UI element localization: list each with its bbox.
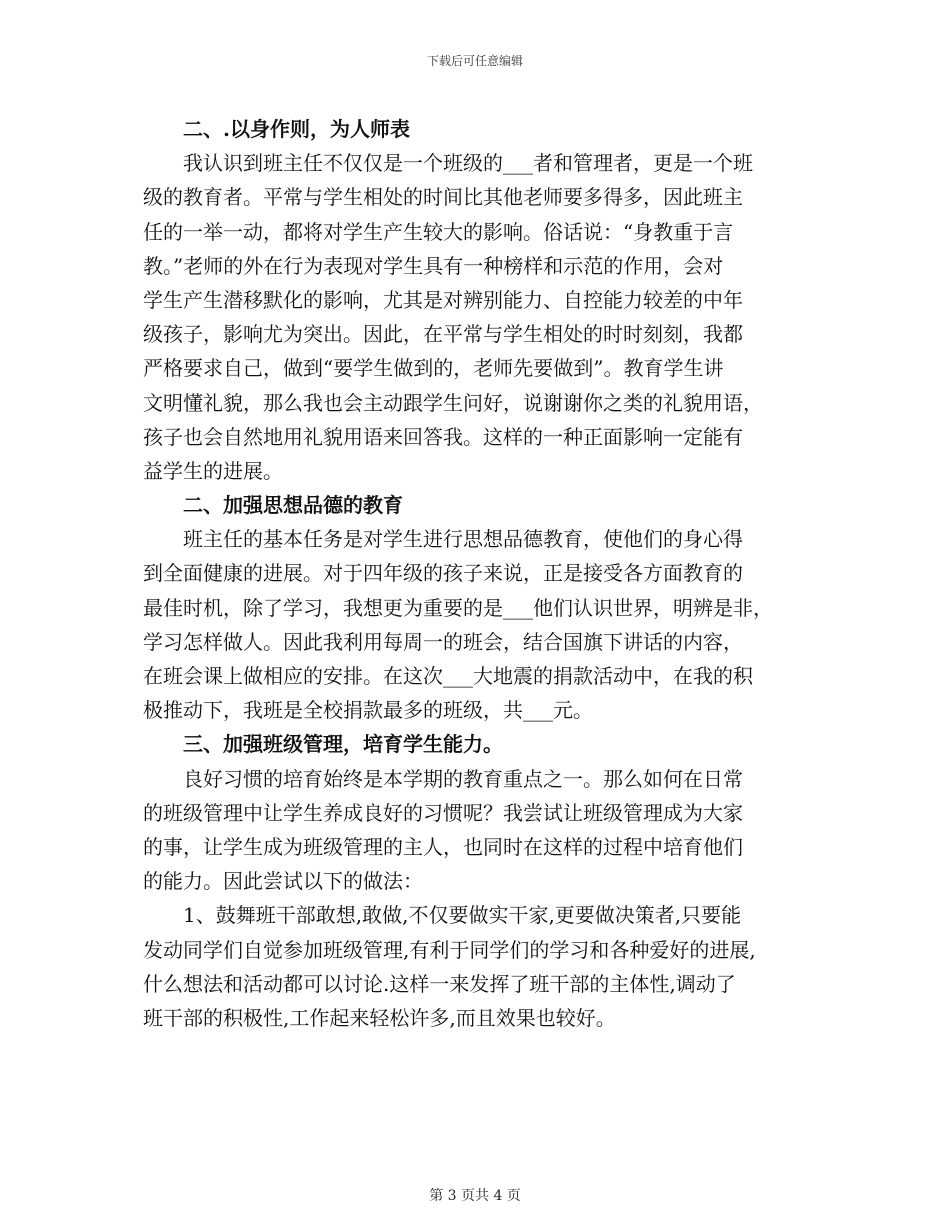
section-heading-2: 二、加强思想品德的教育: [183, 493, 403, 518]
section-heading-1: 二、.以身作则，为人师表: [183, 117, 410, 141]
paragraph-line: 孩子也会自然地用礼貌用语来回答我。这样的一种正面影响一定能有: [143, 424, 743, 449]
paragraph-line: 级的教育者。平常与学生相处的时间比其他老师要多得多，因此班主: [143, 185, 743, 210]
paragraph-line: 严格要求自己，做到“要学生做到的，老师先要做到”。教育学生讲: [143, 356, 724, 381]
paragraph-line: 益学生的进展。: [143, 458, 283, 483]
section-heading-3: 三、加强班级管理，培育学生能力。: [183, 732, 503, 757]
document-body: [143, 112, 813, 1035]
list-item-line: 什么想法和活动都可以讨论.这样一来发挥了班干部的主体性,调动了: [143, 971, 736, 996]
paragraph-line: 任的一举一动，都将对学生产生较大的影响。俗话说：“身教重于言: [143, 219, 734, 244]
paragraph-line: 级孩子，影响尤为突出。因此，在平常与学生相处的时时刻刻，我都: [143, 322, 743, 347]
paragraph-line: 学习怎样做人。因此我利用每周一的班会，结合国旗下讲话的内容，: [143, 629, 743, 654]
paragraph-line: 教。”老师的外在行为表现对学生具有一种榜样和示范的作用，会对: [143, 253, 724, 278]
page-footer: 第 3 页共 4 页: [429, 1188, 521, 1204]
paragraph-line: 学生产生潜移默化的影响，尤其是对辨别能力、自控能力较差的中年: [143, 287, 743, 312]
paragraph-line: 良好习惯的培育始终是本学期的教育重点之一。那么如何在日常: [183, 766, 743, 791]
paragraph-line: 的班级管理中让学生养成良好的习惯呢？我尝试让班级管理成为大家: [143, 800, 743, 825]
paragraph-line: 班主任的基本任务是对学生进行思想品德教育，使他们的身心得: [183, 527, 743, 552]
paragraph-line: 在班会课上做相应的安排。在这次___大地震的捐款活动中，在我的积: [143, 664, 753, 688]
paragraph-line: 到全面健康的进展。对于四年级的孩子来说，正是接受各方面教育的: [143, 561, 743, 586]
paragraph-line: 最佳时机，除了学习，我想更为重要的是___他们认识世界，明辨是非，: [143, 595, 773, 620]
paragraph-line: 我认识到班主任不仅仅是一个班级的___者和管理者，更是一个班: [183, 151, 753, 176]
list-item-line: 班干部的积极性,工作起来轻松许多,而且效果也较好。: [143, 1005, 616, 1030]
paragraph-line: 的事，让学生成为班级管理的主人，也同时在这样的过程中培育他们: [143, 834, 743, 859]
paragraph-line: 极推动下，我班是全校捐款最多的班级，共___元。: [143, 698, 593, 723]
list-item-line: 1、鼓舞班干部敢想,敢做,不仅要做实干家,更要做决策者,只要能: [183, 903, 742, 928]
paragraph-line: 文明懂礼貌，那么我也会主动跟学生问好，说谢谢你之类的礼貌用语，: [143, 390, 763, 415]
paragraph-line: 的能力。因此尝试以下的做法：: [143, 869, 423, 894]
list-item-line: 发动同学们自觉参加班级管理,有利于同学们的学习和各种爱好的进展,: [143, 937, 756, 962]
page-header: 下载后可任意编辑: [426, 54, 523, 68]
